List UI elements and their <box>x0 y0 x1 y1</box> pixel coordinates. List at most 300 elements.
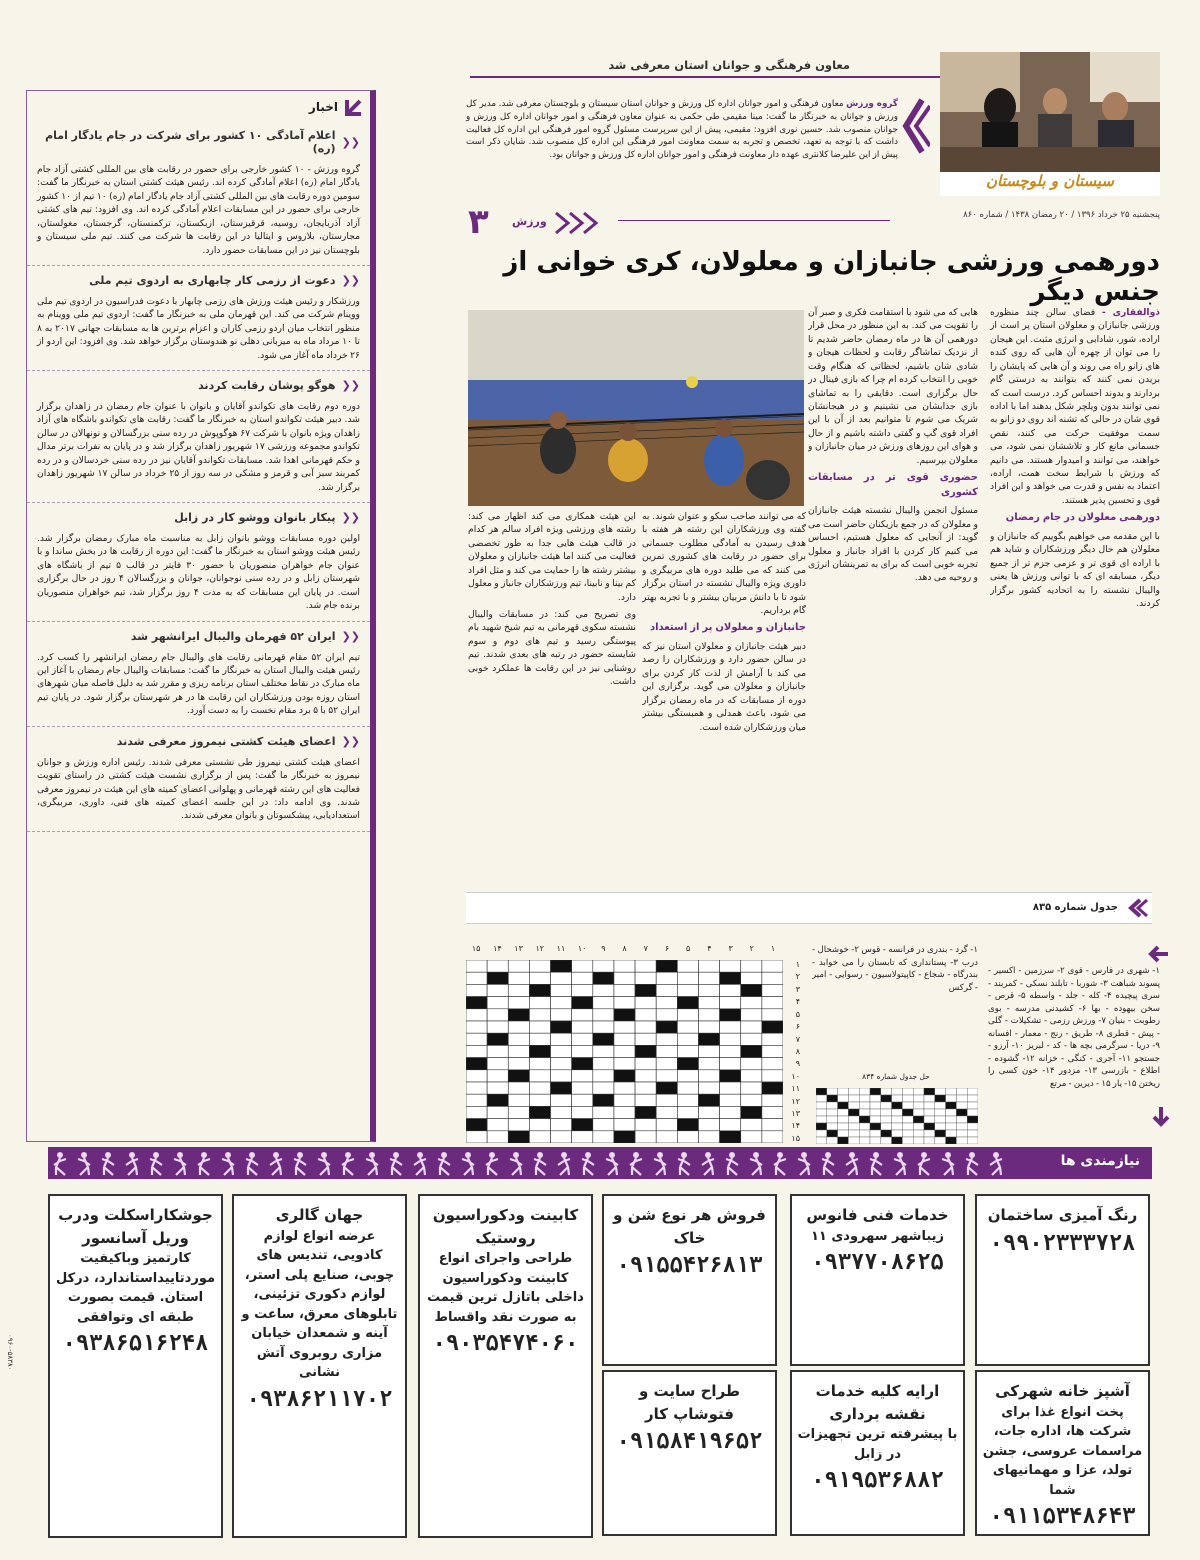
grid-cell[interactable] <box>572 1131 593 1143</box>
ad-phone: ۰۹۱۵۵۴۲۶۸۱۳ <box>616 1253 763 1278</box>
grid-cell[interactable] <box>762 1058 783 1070</box>
grid-cell[interactable] <box>487 972 508 984</box>
grid-cell[interactable] <box>677 960 698 972</box>
grid-cell[interactable] <box>741 972 762 984</box>
grid-row-number: ۱۲ <box>791 1096 800 1106</box>
grid-cell[interactable] <box>762 997 783 1009</box>
grid-cell[interactable] <box>466 1094 487 1106</box>
figure-head <box>369 1152 375 1158</box>
grid-cell[interactable] <box>487 1106 508 1118</box>
grid-cell[interactable] <box>614 972 635 984</box>
grid-cell[interactable] <box>720 1082 741 1094</box>
grid-cell[interactable] <box>677 1021 698 1033</box>
grid-cell[interactable] <box>593 1082 614 1094</box>
grid-cell[interactable] <box>508 997 529 1009</box>
grid-cell[interactable] <box>762 1119 783 1131</box>
grid-cell[interactable] <box>487 960 508 972</box>
grid-cell[interactable] <box>572 1070 593 1082</box>
grid-cell[interactable] <box>572 1058 593 1070</box>
solution-cell <box>827 1116 838 1123</box>
article-col4b-text: وی تصریح می کند: در مسابقات والیبال نشسته سکوی قهرمانی به تیم شیخ شهید بام پیوستگی رسید و تیم های دوم و سوم شایسته حضور در رتبه های بعدی شدند. تیم روشنایی نیز در این رقابت ها عملکرد خوبی داشت. <box>468 608 636 688</box>
grid-cell[interactable] <box>614 984 635 996</box>
grid-cell[interactable] <box>614 1131 635 1143</box>
grid-cell[interactable] <box>466 1106 487 1118</box>
grid-cell[interactable] <box>593 1119 614 1131</box>
grid-cell[interactable] <box>762 972 783 984</box>
grid-cell[interactable] <box>529 984 550 996</box>
grid-cell[interactable] <box>466 1045 487 1057</box>
ad-description: کارتمیز وباکیفیت موردتاییداستاندارد، درکل استان. قیمت بصورت طبقه ای وتوافقی <box>55 1251 216 1325</box>
grid-cell[interactable] <box>529 1131 550 1143</box>
grid-cell[interactable] <box>720 997 741 1009</box>
grid-cell[interactable] <box>720 984 741 996</box>
grid-cell[interactable] <box>614 1058 635 1070</box>
article-col1b-text: با این مقدمه می خواهیم بگوییم که جانبازان و معلولان هم حال دیگر ورزشکاران و شاید هم با اراده ای قوی تر و عزمی جزم تر از جمیع دیگر، مسابقه ای که با توانی ورزش ها یعنی والیبال نشسته را به اتحادیه کشور برگزار کردند. <box>990 530 1160 610</box>
figure-head <box>465 1152 471 1158</box>
grid-cell[interactable] <box>593 984 614 996</box>
grid-cell[interactable] <box>635 972 656 984</box>
grid-cell[interactable] <box>720 1094 741 1106</box>
grid-cell[interactable] <box>529 1033 550 1045</box>
solution-cell <box>902 1109 913 1116</box>
grid-cell[interactable] <box>720 972 741 984</box>
grid-cell[interactable] <box>656 1094 677 1106</box>
figure-head <box>417 1152 423 1158</box>
grid-cell[interactable] <box>698 997 719 1009</box>
grid-cell[interactable] <box>762 960 783 972</box>
grid-cell[interactable] <box>551 960 572 972</box>
grid-column-number: ۸ <box>622 944 627 953</box>
grid-cell[interactable] <box>466 1009 487 1021</box>
grid-cell[interactable] <box>720 1119 741 1131</box>
grid-cell[interactable] <box>508 1106 529 1118</box>
figure-head <box>969 1152 975 1158</box>
banner-title: نیازمندی ها <box>1060 1153 1140 1169</box>
grid-cell[interactable] <box>741 984 762 996</box>
grid-cell[interactable] <box>551 1094 572 1106</box>
intro-chevron-icon <box>918 96 930 156</box>
grid-cell[interactable] <box>487 1119 508 1131</box>
solution-cell <box>848 1109 859 1116</box>
grid-cell[interactable] <box>551 1106 572 1118</box>
grid-cell[interactable] <box>698 1106 719 1118</box>
grid-cell[interactable] <box>466 1082 487 1094</box>
grid-cell[interactable] <box>720 1033 741 1045</box>
grid-cell[interactable] <box>677 997 698 1009</box>
grid-cell[interactable] <box>614 1021 635 1033</box>
grid-cell[interactable] <box>529 972 550 984</box>
solution-cell <box>848 1137 859 1144</box>
grid-cell[interactable] <box>593 1131 614 1143</box>
grid-cell[interactable] <box>487 1033 508 1045</box>
solution-cell <box>838 1102 849 1109</box>
grid-cell[interactable] <box>762 1131 783 1143</box>
grid-cell[interactable] <box>508 960 529 972</box>
solution-title: حل جدول شماره ۸۳۴ <box>862 1072 930 1081</box>
grid-cell[interactable] <box>529 1009 550 1021</box>
grid-cell[interactable] <box>572 984 593 996</box>
solution-cell <box>967 1095 978 1102</box>
grid-cell[interactable] <box>529 1058 550 1070</box>
grid-cell[interactable] <box>466 1058 487 1070</box>
grid-cell[interactable] <box>762 1070 783 1082</box>
grid-cell[interactable] <box>508 1033 529 1045</box>
grid-cell[interactable] <box>741 1094 762 1106</box>
grid-cell[interactable] <box>508 984 529 996</box>
grid-cell[interactable] <box>635 1094 656 1106</box>
grid-cell[interactable] <box>656 960 677 972</box>
figure-body <box>990 1158 1002 1175</box>
solution-cell <box>881 1109 892 1116</box>
grid-cell[interactable] <box>656 1058 677 1070</box>
grid-cell[interactable] <box>656 1009 677 1021</box>
grid-cell[interactable] <box>508 1094 529 1106</box>
grid-cell[interactable] <box>614 1094 635 1106</box>
grid-cell[interactable] <box>593 1070 614 1082</box>
grid-cell[interactable] <box>614 1033 635 1045</box>
grid-cell[interactable] <box>593 1045 614 1057</box>
grid-cell[interactable] <box>551 1021 572 1033</box>
figure-body <box>942 1158 954 1175</box>
grid-cell[interactable] <box>487 1094 508 1106</box>
grid-cell[interactable] <box>677 1045 698 1057</box>
grid-cell[interactable] <box>572 972 593 984</box>
news-item-body: دوره دوم رقابت های تکواندو آقایان و بانوان با عنوان جام رمضان در زاهدان برگزار شد. دبیر هیئت تکواندو استان به خبرنگار ما گفت: رقابت های تکواندو باشگاه های آزاد زاهدان ویژه بانوان با شرکت ۶۷ هوگوپوش در رده سنی بزرگسالان و نونهالان در سالن تکواندو مجموعه ورزشی ۱۷ شهریور زاهدان برگزار شد و در پایان به نفرات برتر مدال و حکم قهرمانی اهدا شد. مسابقات تکواندو آقایان نیز در رده سنی خردسالان و در رده کمربند سبز آبی و قرمز و مشکی در سه روز از ۲۵ خرداد در سالن ۱۷ شهریور زاهدان برگزار شد. <box>37 401 361 493</box>
grid-cell[interactable] <box>487 1131 508 1143</box>
grid-cell[interactable] <box>635 1106 656 1118</box>
grid-cell[interactable] <box>741 960 762 972</box>
ad-title: جوشکاراسکلت ودرب وریل آسانسور <box>58 1206 213 1247</box>
grid-cell[interactable] <box>677 1070 698 1082</box>
grid-cell[interactable] <box>741 1033 762 1045</box>
sports-figures-icon <box>48 1147 1048 1179</box>
grid-cell[interactable] <box>551 1070 572 1082</box>
grid-cell[interactable] <box>572 1045 593 1057</box>
grid-cell[interactable] <box>720 1021 741 1033</box>
double-chevron-icon: ❮❮ <box>341 273 360 287</box>
grid-cell[interactable] <box>656 984 677 996</box>
grid-cell[interactable] <box>656 1021 677 1033</box>
grid-cell[interactable] <box>656 1082 677 1094</box>
grid-cell[interactable] <box>698 1058 719 1070</box>
grid-cell[interactable] <box>593 997 614 1009</box>
grid-cell[interactable] <box>508 1131 529 1143</box>
grid-cell[interactable] <box>741 1082 762 1094</box>
grid-cell[interactable] <box>614 1045 635 1057</box>
solution-cell <box>935 1109 946 1116</box>
subhead-3: جانبازان و معلولان پر از استعداد <box>649 622 806 634</box>
grid-cell[interactable] <box>572 1082 593 1094</box>
grid-cell[interactable] <box>529 997 550 1009</box>
grid-cell[interactable] <box>551 1033 572 1045</box>
grid-cell[interactable] <box>720 1045 741 1057</box>
grid-cell[interactable] <box>529 1045 550 1057</box>
grid-cell[interactable] <box>614 1070 635 1082</box>
grid-cell[interactable] <box>762 1009 783 1021</box>
news-item <box>27 503 370 622</box>
grid-cell[interactable] <box>614 1106 635 1118</box>
grid-cell[interactable] <box>529 960 550 972</box>
grid-cell[interactable] <box>656 1033 677 1045</box>
grid-cell[interactable] <box>762 1033 783 1045</box>
grid-cell[interactable] <box>551 1058 572 1070</box>
grid-cell[interactable] <box>487 984 508 996</box>
grid-cell[interactable] <box>508 1070 529 1082</box>
grid-cell[interactable] <box>635 1009 656 1021</box>
grid-cell[interactable] <box>466 1033 487 1045</box>
grid-cell[interactable] <box>677 1058 698 1070</box>
solution-cell <box>935 1102 946 1109</box>
grid-cell[interactable] <box>762 984 783 996</box>
grid-row-number: ۱۰ <box>791 1071 800 1081</box>
grid-cell[interactable] <box>529 1082 550 1094</box>
grid-cell[interactable] <box>508 1058 529 1070</box>
grid-cell[interactable] <box>656 1045 677 1057</box>
figure-head <box>513 1152 519 1158</box>
grid-cell[interactable] <box>572 1106 593 1118</box>
news-item-title-text: اعلام آمادگی ۱۰ کشور برای شرکت در جام یادگار امام (ره) <box>45 129 336 155</box>
grid-cell[interactable] <box>635 1045 656 1057</box>
grid-cell[interactable] <box>741 1009 762 1021</box>
solution-cell <box>956 1116 967 1123</box>
grid-cell[interactable] <box>593 960 614 972</box>
grid-cell[interactable] <box>572 1033 593 1045</box>
news-item-title-text: ایران ۵۲ قهرمان والیبال ایرانشهر شد <box>130 629 336 643</box>
grid-cell[interactable] <box>656 972 677 984</box>
grid-cell[interactable] <box>508 1009 529 1021</box>
grid-cell[interactable] <box>677 1094 698 1106</box>
volleyball-photo <box>468 310 804 506</box>
grid-cell[interactable] <box>614 960 635 972</box>
news-item <box>27 622 370 727</box>
grid-cell[interactable] <box>635 1021 656 1033</box>
solution-cell <box>838 1116 849 1123</box>
grid-cell[interactable] <box>720 1131 741 1143</box>
grid-cell[interactable] <box>551 972 572 984</box>
grid-cell[interactable] <box>614 1009 635 1021</box>
grid-cell[interactable] <box>551 984 572 996</box>
grid-cell[interactable] <box>698 1094 719 1106</box>
grid-row-number: ۱۳ <box>791 1109 800 1119</box>
grid-cell[interactable] <box>656 997 677 1009</box>
figure-head <box>945 1152 951 1158</box>
grid-cell[interactable] <box>698 972 719 984</box>
grid-cell[interactable] <box>762 1106 783 1118</box>
grid-cell[interactable] <box>635 1033 656 1045</box>
grid-cell[interactable] <box>741 1070 762 1082</box>
intro-body: معاون فرهنگی و امور جوانان اداره کل ورزش و جوانان استان سیستان و بلوچستان معرفی شد. مدیر کل ورزش و جوانان به خبرنگار ما گفت: مینا مقیمی طی حکمی به عنوان معاون فرهنگی و امور جوانان اداره کل ورزش و جوانان منصوب شد. حسین نوری افزود: مقیمی، پیش از این سرپرست مسئول گروه امور فرهنگی این اداره کل فعالیت داشت که با توجه به تعهد، تخصص و تجربه به سمت معاونت امور فرهنگی این اداره کل منصوب شد. شایان ذکر است پیش از این علیرضا کلانتری عهده دار معاونت فرهنگی و امور جوانان اداره کل ورزش و جوانان بود. <box>466 99 898 161</box>
grid-cell[interactable] <box>508 1021 529 1033</box>
grid-cell[interactable] <box>551 1131 572 1143</box>
solution-cell <box>924 1116 935 1123</box>
solution-cell <box>924 1137 935 1144</box>
grid-cell[interactable] <box>720 960 741 972</box>
grid-row-number: ۴ <box>795 997 800 1007</box>
grid-cell[interactable] <box>529 1070 550 1082</box>
grid-cell[interactable] <box>593 972 614 984</box>
intro-label: گروه ورزش <box>846 99 898 109</box>
grid-cell[interactable] <box>508 972 529 984</box>
solution-cell <box>946 1137 957 1144</box>
grid-cell[interactable] <box>698 1131 719 1143</box>
grid-cell[interactable] <box>593 1058 614 1070</box>
grid-cell[interactable] <box>551 1045 572 1057</box>
grid-cell[interactable] <box>572 960 593 972</box>
grid-cell[interactable] <box>698 1070 719 1082</box>
grid-cell[interactable] <box>466 972 487 984</box>
grid-cell[interactable] <box>762 1094 783 1106</box>
grid-cell[interactable] <box>656 1106 677 1118</box>
grid-cell[interactable] <box>720 1106 741 1118</box>
ad-phone: ۰۹۱۹۵۳۶۸۸۲ <box>811 1468 944 1493</box>
grid-cell[interactable] <box>529 1021 550 1033</box>
classified-ad <box>602 1370 777 1536</box>
grid-cell[interactable] <box>635 997 656 1009</box>
solution-cell <box>935 1116 946 1123</box>
grid-cell[interactable] <box>466 1070 487 1082</box>
solution-cell <box>870 1123 881 1130</box>
grid-cell[interactable] <box>529 1106 550 1118</box>
grid-cell[interactable] <box>572 1021 593 1033</box>
grid-cell[interactable] <box>635 960 656 972</box>
clues-vertical: ۱- گرد - بندری در فرانسه - قوس ۲- خوشحال - درب ۳- پستانداری که تابستان را می خوابد - بندرگاه - شجاع - کاپیتولاسیون - رسوایی - امیر - گرکس <box>812 945 978 993</box>
figure-body <box>390 1158 402 1175</box>
grid-cell[interactable] <box>720 1058 741 1070</box>
grid-cell[interactable] <box>741 1058 762 1070</box>
grid-cell[interactable] <box>593 1106 614 1118</box>
grid-cell[interactable] <box>741 1119 762 1131</box>
grid-cell[interactable] <box>614 997 635 1009</box>
grid-cell[interactable] <box>720 1009 741 1021</box>
grid-cell[interactable] <box>508 1045 529 1057</box>
grid-cell[interactable] <box>635 1131 656 1143</box>
crossword-grid[interactable] <box>466 960 783 1143</box>
grid-cell[interactable] <box>698 1021 719 1033</box>
grid-cell[interactable] <box>614 1082 635 1094</box>
grid-cell[interactable] <box>487 1058 508 1070</box>
solution-cell <box>827 1102 838 1109</box>
grid-cell[interactable] <box>593 1021 614 1033</box>
grid-cell[interactable] <box>698 1045 719 1057</box>
figure-body <box>894 1158 906 1175</box>
grid-cell[interactable] <box>572 1009 593 1021</box>
solution-cell <box>892 1102 903 1109</box>
grid-cell[interactable] <box>762 1021 783 1033</box>
ad-title: فروش هر نوع شن و خاک <box>613 1206 766 1247</box>
grid-cell[interactable] <box>551 997 572 1009</box>
grid-cell[interactable] <box>487 1021 508 1033</box>
grid-cell[interactable] <box>677 1033 698 1045</box>
grid-cell[interactable] <box>529 1094 550 1106</box>
grid-cell[interactable] <box>635 1119 656 1131</box>
grid-cell[interactable] <box>529 1119 550 1131</box>
grid-cell[interactable] <box>635 1058 656 1070</box>
grid-cell[interactable] <box>635 1082 656 1094</box>
grid-cell[interactable] <box>656 1070 677 1082</box>
grid-cell[interactable] <box>656 1119 677 1131</box>
solution-cell <box>816 1116 827 1123</box>
grid-cell[interactable] <box>487 997 508 1009</box>
grid-cell[interactable] <box>698 1082 719 1094</box>
solution-cell <box>816 1123 827 1130</box>
news-item <box>27 727 370 832</box>
ad-title: طراح سایت و فتوشاپ کار <box>638 1382 741 1423</box>
figure-body <box>438 1158 450 1175</box>
grid-cell[interactable] <box>593 1033 614 1045</box>
solution-cell <box>892 1130 903 1137</box>
solution-cell <box>881 1095 892 1102</box>
grid-cell[interactable] <box>677 1009 698 1021</box>
grid-cell[interactable] <box>677 1082 698 1094</box>
grid-cell[interactable] <box>698 960 719 972</box>
grid-cell[interactable] <box>677 972 698 984</box>
grid-cell[interactable] <box>614 1119 635 1131</box>
news-item-title <box>37 379 360 392</box>
grid-cell[interactable] <box>677 984 698 996</box>
grid-cell[interactable] <box>487 1082 508 1094</box>
figure-head <box>849 1152 855 1158</box>
ad-phone: ۰۹۳۸۶۲۱۱۷۰۲ <box>246 1386 393 1412</box>
grid-cell[interactable] <box>677 1106 698 1118</box>
solution-cell <box>881 1102 892 1109</box>
grid-cell[interactable] <box>508 1082 529 1094</box>
grid-cell[interactable] <box>656 1131 677 1143</box>
grid-cell[interactable] <box>741 1131 762 1143</box>
grid-cell[interactable] <box>720 1070 741 1082</box>
grid-cell[interactable] <box>487 1009 508 1021</box>
grid-cell[interactable] <box>741 997 762 1009</box>
news-item-body: ورزشکار و رئیس هیئت ورزش های رزمی چابهار با دعوت فدراسیون در اردوی تیم ملی ووینام شرکت می کند. این قهرمان ملی به خبرنگار ما گفت: اردوی تیم ملی ووینام به منظور انتخاب میان اردو رزمی کاران و اعزام برترین ها به مسابقات جهانی ۲۰۱۷ به ۸ تا ۱۰ مرداد ماه به میزبانی دهلی نو هندوستان برگزار خواهد شد. وی افزود: این اردو از ۲۶ خرداد ماه آغاز می شود. <box>37 295 360 361</box>
grid-cell[interactable] <box>466 997 487 1009</box>
solution-cell <box>902 1116 913 1123</box>
grid-cell[interactable] <box>572 1119 593 1131</box>
figure-body <box>222 1158 234 1175</box>
grid-cell[interactable] <box>466 1119 487 1131</box>
grid-cell[interactable] <box>593 1009 614 1021</box>
grid-cell[interactable] <box>508 1119 529 1131</box>
grid-cell[interactable] <box>741 1021 762 1033</box>
grid-cell[interactable] <box>487 1070 508 1082</box>
grid-cell[interactable] <box>741 1106 762 1118</box>
grid-cell[interactable] <box>593 1094 614 1106</box>
grid-cell[interactable] <box>466 1131 487 1143</box>
grid-cell[interactable] <box>677 1131 698 1143</box>
grid-cell[interactable] <box>635 984 656 996</box>
grid-cell[interactable] <box>551 1009 572 1021</box>
grid-cell[interactable] <box>466 1021 487 1033</box>
grid-cell[interactable] <box>466 960 487 972</box>
grid-cell[interactable] <box>572 1094 593 1106</box>
grid-cell[interactable] <box>762 1082 783 1094</box>
grid-cell[interactable] <box>698 1009 719 1021</box>
grid-cell[interactable] <box>698 1119 719 1131</box>
grid-cell[interactable] <box>551 1119 572 1131</box>
grid-cell[interactable] <box>487 1045 508 1057</box>
figure-body <box>918 1158 930 1175</box>
grid-cell[interactable] <box>741 1045 762 1057</box>
double-chevron-icon: ❮❮ <box>341 734 360 748</box>
grid-cell[interactable] <box>635 1070 656 1082</box>
grid-cell[interactable] <box>762 1045 783 1057</box>
grid-cell[interactable] <box>466 984 487 996</box>
grid-cell[interactable] <box>677 1119 698 1131</box>
grid-cell[interactable] <box>572 997 593 1009</box>
grid-cell[interactable] <box>551 1082 572 1094</box>
figure-body <box>54 1158 66 1175</box>
solution-cell <box>935 1095 946 1102</box>
grid-cell[interactable] <box>698 984 719 996</box>
grid-cell[interactable] <box>698 1033 719 1045</box>
